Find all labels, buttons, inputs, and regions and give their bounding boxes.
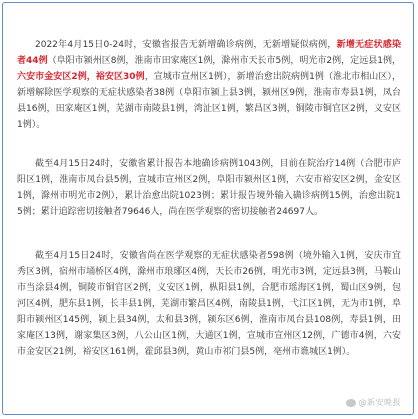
paragraph-new-cases — [17, 37, 401, 133]
para1-text-3: ，宣城市宣州区1例），新增治愈出院病例1例（淮北市相山区），新增解除医学观察的无症状感染者38例（阜阳市颍上县3例，颍州区9例，淮南市寿县1例，凤台县16例，田家庵区1例，芜湖市南陵县1例，湾沚区1例，繁昌区3例，铜陵市铜官区2例，义安区1例）。 — [17, 72, 401, 130]
notice-card — [2, 2, 414, 415]
highlight-new-asymptomatic: 新增无症状感染者44例 — [17, 40, 401, 66]
para1-text-2: （阜阳市颍州区8例，淮南市田家庵区1例，滁州市天长市5例，明光市2例，定远县1例， — [47, 56, 401, 66]
watermark — [346, 397, 402, 408]
paragraph-confirmed-totals: 截至4月15日24时，安徽省累计报告本地确诊病例1043例，目前在院治疗14例（合肥市庐阳区1例，淮南市凤台县5例，宣城市宣州区2例，阜阳市颍州区1例，六安市裕安区2例，金安区1例，滁州市明光市2例），累计治愈出院1023例；累计报告境外输入确诊病例15例，治愈出院15例；累计追踪密切接触者79646人，尚在医学观察的密切接触者24697人。 — [17, 159, 401, 217]
watermark-text: @新安晚报 — [358, 398, 401, 407]
highlight-luan-cases: 六安市金安区2例，裕安区30例 — [17, 72, 145, 82]
paragraph-asymptomatic-observation: 截至4月15日24时，安徽省尚在医学观察的无症状感染者598例（境外输入1例，安庆市宜秀区3例，宿州市埇桥区4例，滁州市琅琊区4例，天长市26例，明光市3例，定远县3例，马鞍山市当涂县4例，铜陵市铜官区2例，义安区1例，枞阳县1例，合肥市瑶海区1例，蜀山区9例，包河区4例，肥东县1例，长丰县1例，芜湖市繁昌区4例，南陵县1例，弋江区1例，无为市1例，阜阳市颍州区145例，颍上县34例，太和县3例，颍东区6例，淮南市凤台县108例，寿县1例，田家庵区13例，谢家集区3例，八公山区1例，大通区1例，宣城市宣州区12例，广德市4例，六安市金安区21例，裕安区161例，霍邱县3例，黄山市祁门县5例，亳州市谯城区1例）。 — [17, 251, 401, 357]
weibo-logo-icon — [346, 399, 356, 407]
para1-text-1: 2022年4月15日0-24时，安徽省报告无新增确诊病例，无新增疑似病例， — [35, 40, 337, 50]
